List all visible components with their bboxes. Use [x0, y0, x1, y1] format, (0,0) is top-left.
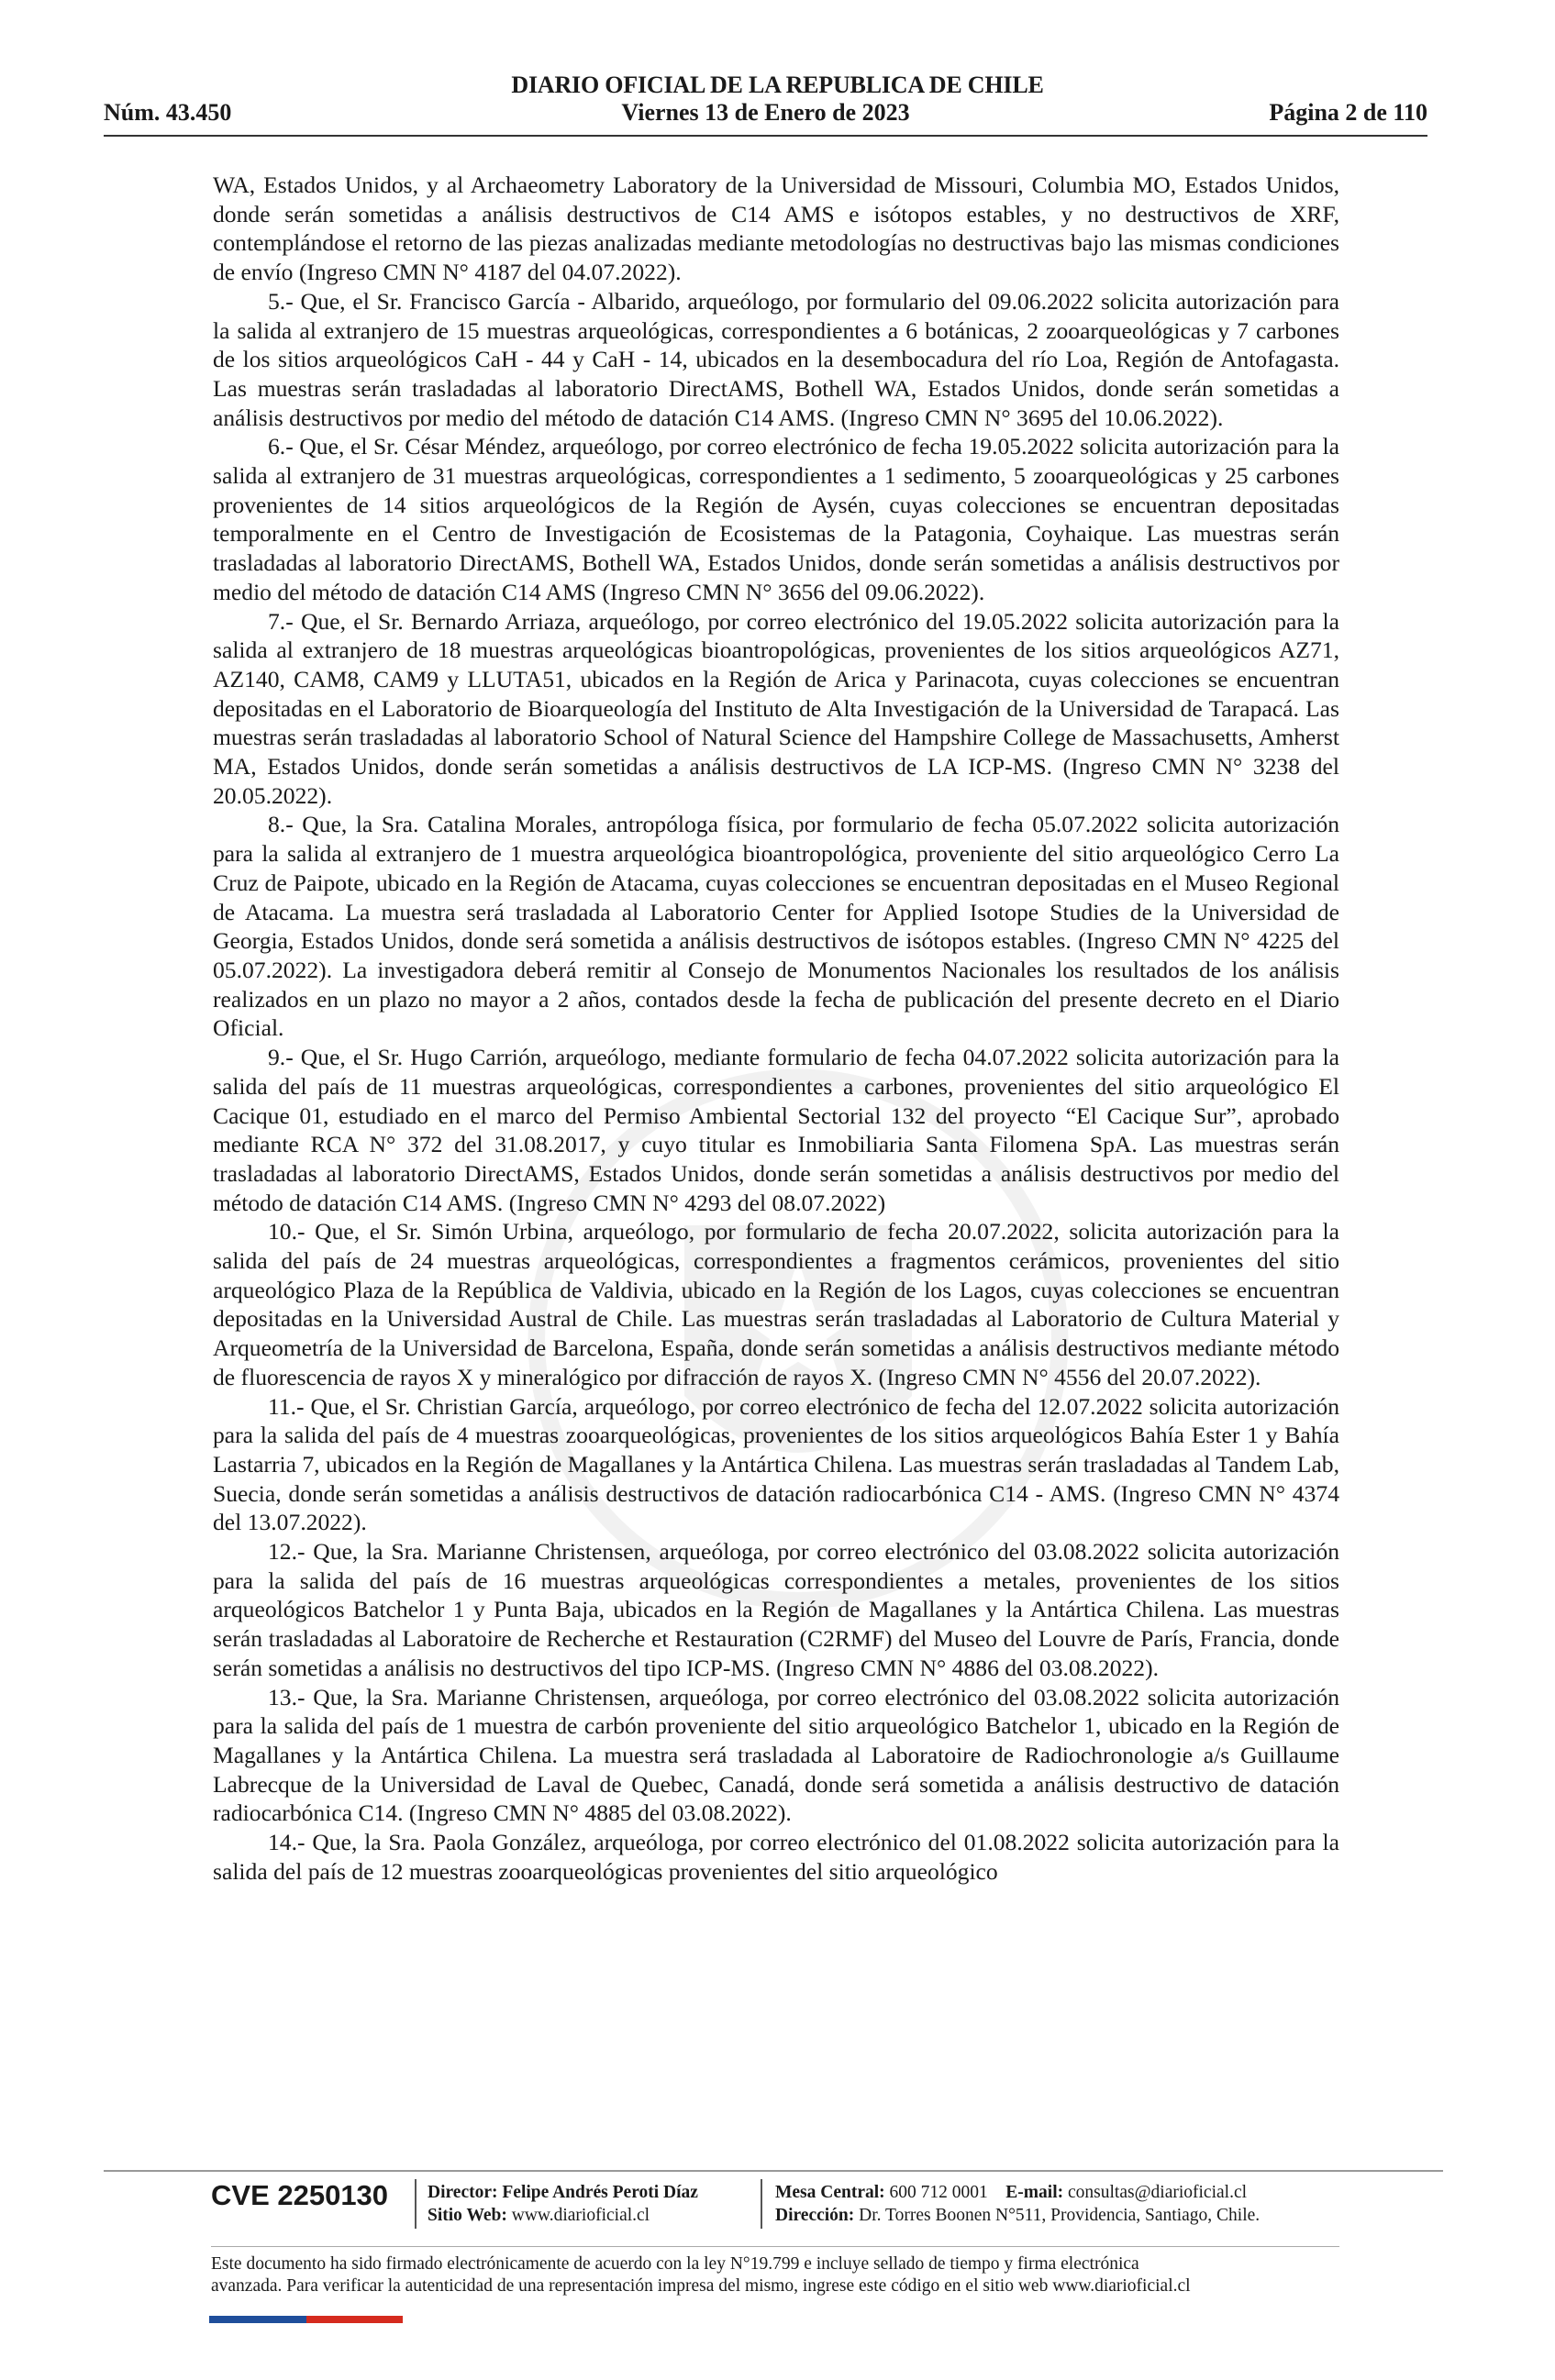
header-divider	[104, 135, 1427, 137]
mesa-label: Mesa Central:	[775, 2183, 885, 2202]
email-label: E-mail:	[1005, 2183, 1064, 2202]
footer-separator	[761, 2179, 762, 2229]
flag-red-segment	[306, 2316, 403, 2323]
footer-contact-block	[775, 2181, 1260, 2227]
footer-divider	[104, 2170, 1443, 2172]
paragraph: 10.- Que, el Sr. Simón Urbina, arqueólogo, por formulario de fecha 20.07.2022, solicita autorización para la salida del país de 24 muestras arqueológicas, correspondientes a fragmentos cerámicos, provenientes del sitio arqueológico Plaza de la República de Valdivia, ubicado en la Región de los Lagos, cuyas colecciones se encuentran depositadas en la Universidad Austral de Chile. Las muestras serán trasladadas al Laboratorio de Cultura Material y Arqueometría de la Universidad de Barcelona, España, donde serán sometidas a análisis destructivos mediante método de fluorescencia de rayos X y mineralógico por difracción de rayos X. (Ingreso CMN N° 4556 del 20.07.2022).	[213, 1218, 1339, 1390]
paragraph: 13.- Que, la Sra. Marianne Christensen, arqueóloga, por correo electrónico del 03.08.2022 solicita autorización para la salida del país de 1 muestra de carbón proveniente del sitio arqueológico Batchelor 1, ubicado en la Región de Magallanes y la Antártica Chilena. La muestra será trasladada al Laboratoire de Radiochronologie a/s Guillaume Labrecque de la Universidad de Laval de Quebec, Canadá, donde será sometida a análisis destructivo de datación radiocarbónica C14. (Ingreso CMN N° 4885 del 03.08.2022).	[213, 1683, 1339, 1827]
newspaper-title: DIARIO OFICIAL DE LA REPUBLICA DE CHILE	[511, 72, 1044, 98]
paragraph: 14.- Que, la Sra. Paola González, arqueóloga, por correo electrónico del 01.08.2022 solicita autorización para la salida del país de 12 muestras zooarqueológicas provenientes del sitio arqueológico	[213, 1829, 1339, 1885]
paragraph: WA, Estados Unidos, y al Archaeometry Laboratory de la Universidad de Missouri, Columbia MO, Estados Unidos, donde serán sometidas a análisis destructivos de C14 AMS e isótopos estables, y no destructivos de XRF, contemplándose el retorno de las piezas analizadas mediante metodologías no destructivas bajo las mismas condiciones de envío (Ingreso CMN N° 4187 del 04.07.2022).	[213, 172, 1339, 286]
web-label: Sitio Web:	[428, 2206, 507, 2225]
footer-director-block	[428, 2181, 698, 2227]
director-name: Felipe Andrés Peroti Díaz	[502, 2183, 698, 2202]
issue-date: Viernes 13 de Enero de 2023	[621, 99, 910, 126]
footer-divider-secondary	[211, 2246, 1339, 2247]
email-link[interactable]: consultas@diarioficial.cl	[1068, 2183, 1248, 2202]
paragraph: 11.- Que, el Sr. Christian García, arqueólogo, por correo electrónico de fecha del 12.07.2022 solicita autorización para la salida del país de 4 muestras zooarqueológicas, provenientes de los sitios arqueológicos Bahía Ester 1 y Bahía Lastarria 7, ubicados en la Región de Magallanes y la Antártica Chilena. Las muestras serán trasladadas al Tandem Lab, Suecia, donde serán sometidas a análisis destructivos de datación radiocarbónica C14 - AMS. (Ingreso CMN N° 4374 del 13.07.2022).	[213, 1392, 1339, 1536]
flag-stripe	[209, 2316, 403, 2323]
footer-separator	[415, 2179, 417, 2229]
page-header	[104, 99, 1427, 130]
page-number: Página 2 de 110	[1269, 99, 1427, 126]
address-value: Dr. Torres Boonen N°511, Providencia, Santiago, Chile.	[859, 2206, 1261, 2225]
flag-blue-segment	[209, 2316, 306, 2323]
paragraph: 6.- Que, el Sr. César Méndez, arqueólogo, por correo electrónico de fecha 19.05.2022 solicita autorización para la salida al extranjero de 31 muestras arqueológicas, correspondientes a 1 sedimento, 5 zooarqueológicas y 25 carbones provenientes de 14 sitios arqueológicos de la Región de Aysén, cuyas colecciones se encuentran depositadas temporalmente en el Centro de Investigación de Ecosistemas de la Patagonia, Coyhaique. Las muestras serán trasladadas al laboratorio DirectAMS, Bothell WA, Estados Unidos, donde serán sometidas a análisis destructivos por medio del método de datación C14 AMS (Ingreso CMN N° 3656 del 09.06.2022).	[213, 433, 1339, 605]
issue-number: Núm. 43.450	[104, 99, 232, 126]
paragraph: 12.- Que, la Sra. Marianne Christensen, arqueóloga, por correo electrónico del 03.08.2022 solicita autorización para la salida del país de 16 muestras arqueológicas correspondientes a metales, provenientes de los sitios arqueológicos Batchelor 1 y Punta Baja, ubicados en la Región de Magallanes y la Antártica Chilena. Las muestras serán trasladadas al Laboratoire de Recherche et Restauration (C2RMF) del Museo del Louvre de París, Francia, donde serán sometidas a análisis no destructivos del tipo ICP-MS. (Ingreso CMN N° 4886 del 03.08.2022).	[213, 1538, 1339, 1681]
web-link[interactable]: www.diarioficial.cl	[511, 2206, 650, 2225]
document-body	[213, 171, 1339, 1886]
paragraph: 7.- Que, el Sr. Bernardo Arriaza, arqueólogo, por correo electrónico del 19.05.2022 solicita autorización para la salida al extranjero de 18 muestras arqueológicas bioantropológicas, provenientes de los sitios arqueológicos AZ71, AZ140, CAM8, CAM9 y LLUTA51, ubicados en la Región de Arica y Parinacota, cuyas colecciones se encuentran depositadas en el Laboratorio de Bioarqueología del Instituto de Alta Investigación de la Universidad de Tarapacá. Las muestras serán trasladadas al laboratorio School of Natural Science del Hampshire College de Massachusetts, Amherst MA, Estados Unidos, donde serán sometidas a análisis destructivos de LA ICP-MS. (Ingreso CMN N° 3238 del 20.05.2022).	[213, 607, 1339, 809]
cve-code: CVE 2250130	[211, 2179, 389, 2211]
legal-notice	[211, 2253, 1367, 2297]
paragraph: 9.- Que, el Sr. Hugo Carrión, arqueólogo, mediante formulario de fecha 04.07.2022 solicita autorización para la salida del país de 11 muestras arqueológicas, correspondientes a carbones, provenientes del sitio arqueológico El Cacique 01, estudiado en el marco del Permiso Ambiental Sectorial 132 del proyecto “El Cacique Sur”, aprobado mediante RCA N° 372 del 31.08.2017, y cuyo titular es Inmobiliaria Santa Filomena SpA. Las muestras serán trasladadas al laboratorio DirectAMS, Estados Unidos, donde serán sometidas a análisis destructivos por medio del método de datación C14 AMS. (Ingreso CMN N° 4293 del 08.07.2022)	[213, 1044, 1339, 1216]
mesa-phone: 600 712 0001	[889, 2183, 988, 2202]
director-label: Director:	[428, 2183, 498, 2202]
paragraph: 8.- Que, la Sra. Catalina Morales, antropóloga física, por formulario de fecha 05.07.2022 solicita autorización para la salida al extranjero de 1 muestra arqueológica bioantropológica, proveniente del sitio arqueológico Cerro La Cruz de Paipote, ubicado en la Región de Atacama, cuyas colecciones se encuentran depositadas en el Museo Regional de Atacama. La muestra será trasladada al Laboratorio Center for Applied Isotope Studies de la Universidad de Georgia, Estados Unidos, donde será sometida a análisis destructivos de isótopos estables. (Ingreso CMN N° 4225 del 05.07.2022). La investigadora deberá remitir al Consejo de Monumentos Nacionales los resultados de los análisis realizados en un plazo no mayor a 2 años, contados desde la fecha de publicación del presente decreto en el Diario Oficial.	[213, 811, 1339, 1042]
legal-line: avanzada. Para verificar la autenticidad de una representación impresa del mismo, ingrese este código en el sitio web www.diarioficial.cl	[211, 2276, 1191, 2296]
legal-line: Este documento ha sido firmado electrónicamente de acuerdo con la ley N°19.799 e incluye sellado de tiempo y firma electrónica	[211, 2254, 1139, 2274]
address-label: Dirección:	[775, 2206, 855, 2225]
paragraph: 5.- Que, el Sr. Francisco García - Albarido, arqueólogo, por formulario del 09.06.2022 solicita autorización para la salida al extranjero de 15 muestras arqueológicas, correspondientes a 6 botánicas, 2 zooarqueológicas y 7 carbones de los sitios arqueológicos CaH - 44 y CaH - 14, ubicados en la desembocadura del río Loa, Región de Antofagasta. Las muestras serán trasladadas al laboratorio DirectAMS, Bothell WA, Estados Unidos, donde serán sometidas a análisis destructivos por medio del método de datación C14 AMS. (Ingreso CMN N° 3695 del 10.06.2022).	[213, 287, 1339, 431]
